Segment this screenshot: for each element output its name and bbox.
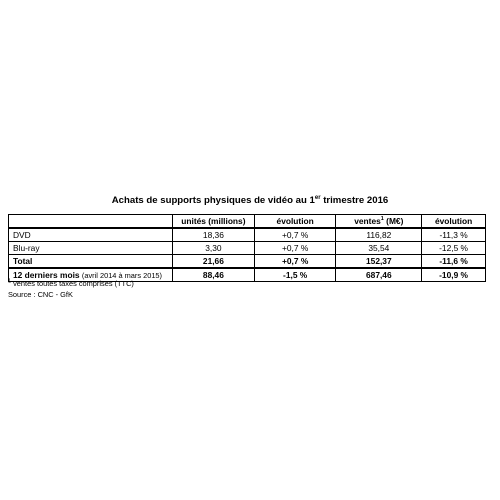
cell-evolution-units: +0,7 % [254, 255, 336, 269]
table-row [9, 228, 486, 242]
header-sales-footnote-marker: 1 [380, 215, 384, 222]
cell-evolution-units: -1,5 % [254, 268, 336, 282]
title-superscript: er [314, 195, 321, 201]
row-label: 12 derniers mois (avril 2014 à mars 2015) [9, 268, 173, 282]
table-row [9, 242, 486, 255]
cell-sales: 35,54 [336, 242, 422, 255]
period-note: (avril 2014 à mars 2015) [81, 270, 163, 280]
cell-units: 88,46 [172, 268, 254, 282]
table-title: Achats de supports physiques de vidéo au 1er trimestre 2016 [111, 195, 389, 207]
cell-sales: 116,82 [336, 228, 422, 242]
header-evolution-sales: évolution [422, 215, 486, 229]
cell-units: 21,66 [172, 255, 254, 269]
cell-evolution-sales: -11,6 % [422, 255, 486, 269]
cell-sales: 152,37 [336, 255, 422, 269]
cell-evolution-sales: -12,5 % [422, 242, 486, 255]
header-empty [9, 215, 173, 229]
header-units: unités (millions) [172, 215, 254, 229]
header-sales: ventes$^1$ (M€) [336, 215, 422, 229]
footnote-marker: 1 [8, 278, 12, 285]
cell-evolution-sales: -11,3 % [422, 228, 486, 242]
data-table [8, 214, 486, 282]
cell-sales: 687,46 [336, 268, 422, 282]
cell-evolution-sales: -10,9 % [422, 268, 486, 282]
cell-evolution-units: +0,7 % [254, 228, 336, 242]
row-label: DVD [9, 228, 173, 242]
table-header-row [9, 215, 486, 229]
cell-units: 3,30 [172, 242, 254, 255]
footnote: $^1$ ventes toutes taxes comprises (TTC) [8, 278, 134, 288]
total-row [9, 255, 486, 269]
header-evolution-units: évolution [254, 215, 336, 229]
cell-evolution-units: +0,7 % [254, 242, 336, 255]
source-note: Source : CNC - GfK [8, 290, 73, 299]
row-label: Blu-ray [9, 242, 173, 255]
row-label: Total [9, 255, 173, 269]
cell-units: 18,36 [172, 228, 254, 242]
